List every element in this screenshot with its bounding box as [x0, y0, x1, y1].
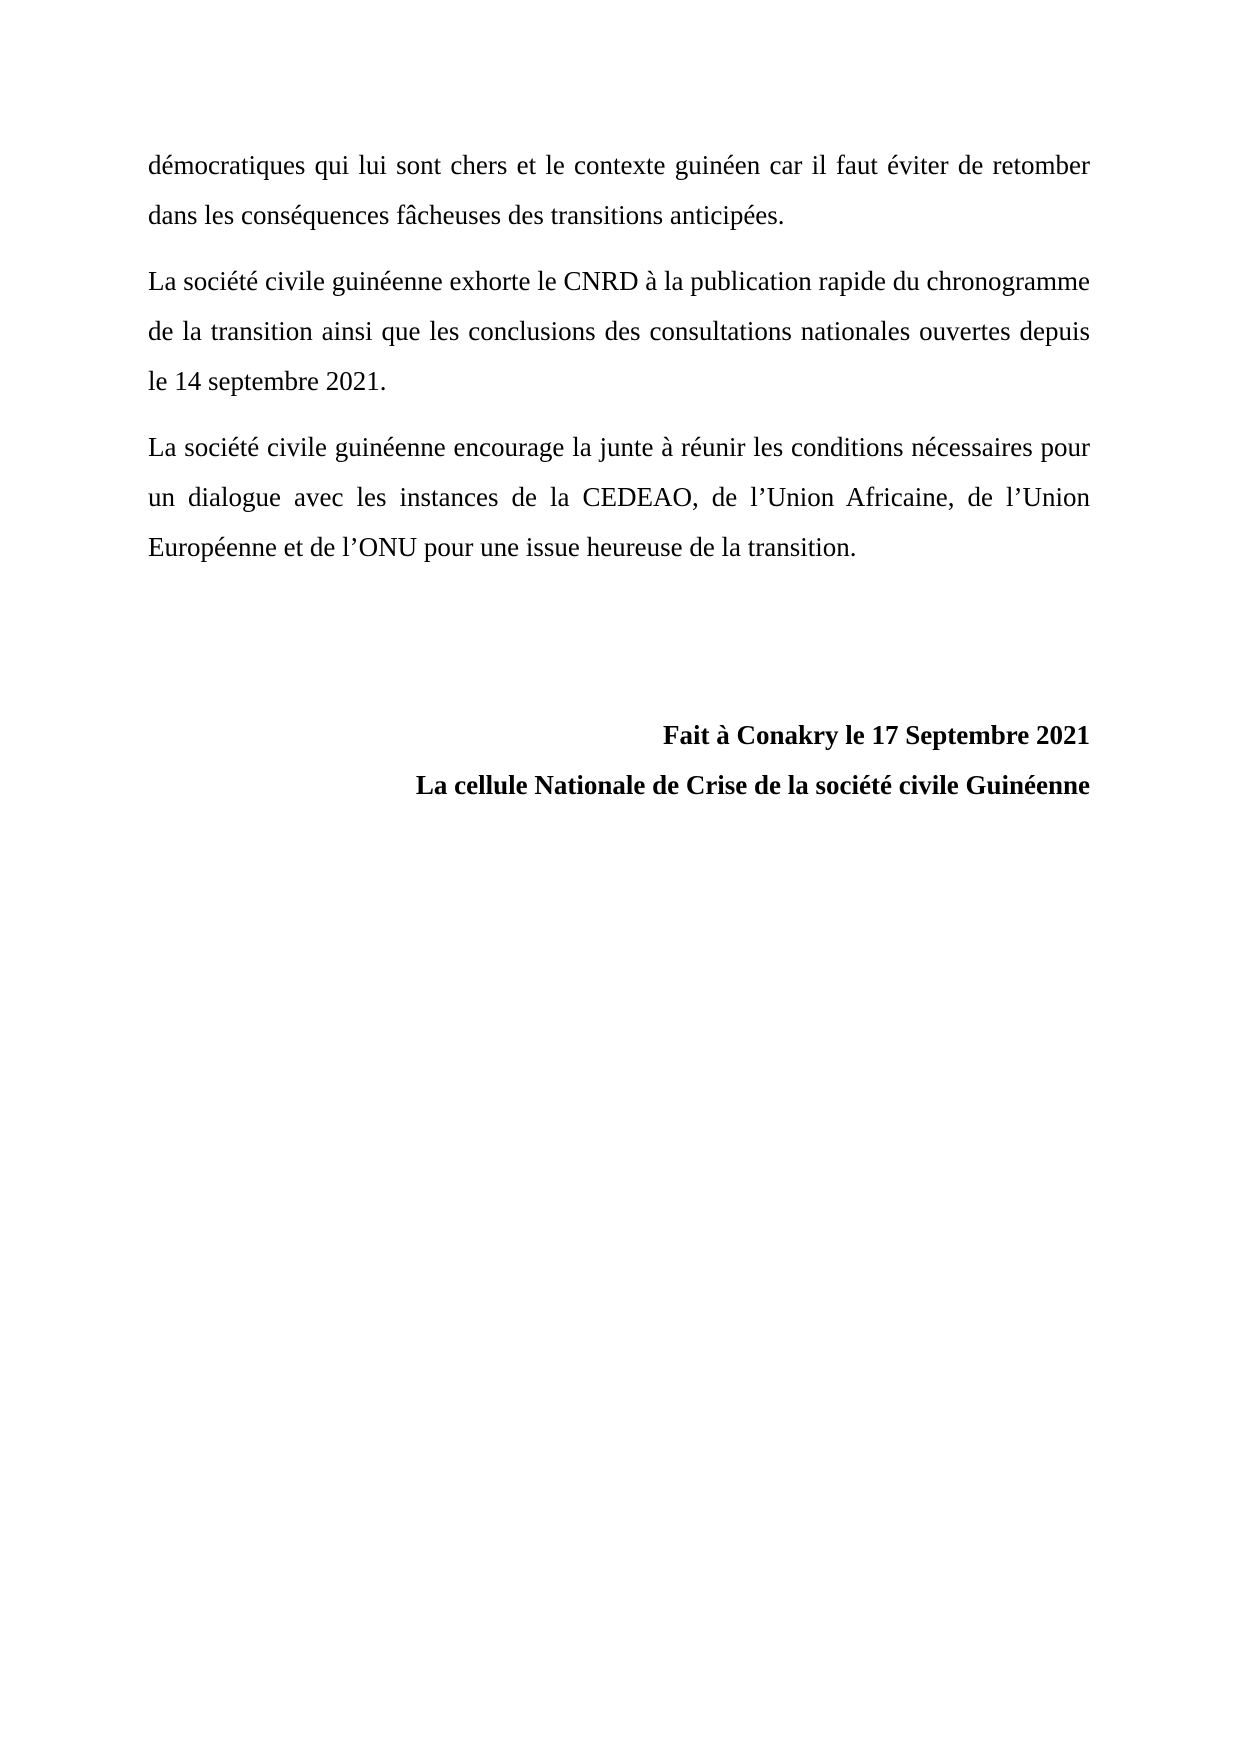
paragraph-dialogue: La société civile guinéenne encourage la junte à réunir les conditions nécessaires pour un dialogue avec les instances de la CEDEAO, de l’Union Africaine, de l’Union Européenne et de l’ONU pour une issue heureuse de la transition. — [148, 432, 1090, 562]
signature-block — [148, 710, 1090, 810]
signature-place-date: Fait à Conakry le 17 Septembre 2021 — [663, 720, 1090, 750]
document-body — [148, 140, 1090, 588]
signature-signatory: La cellule Nationale de Crise de la société civile Guinéenne — [415, 770, 1090, 800]
paragraph-cnrd-timeline: La société civile guinéenne exhorte le CNRD à la publication rapide du chronogramme de la transition ainsi que les conclusions des consultations nationales ouvertes depuis le 14 septembre 2021. — [148, 266, 1090, 396]
paragraph-democratic-context: démocratiques qui lui sont chers et le contexte guinéen car il faut éviter de retomber dans les conséquences fâcheuses des transitions anticipées. — [148, 150, 1090, 230]
